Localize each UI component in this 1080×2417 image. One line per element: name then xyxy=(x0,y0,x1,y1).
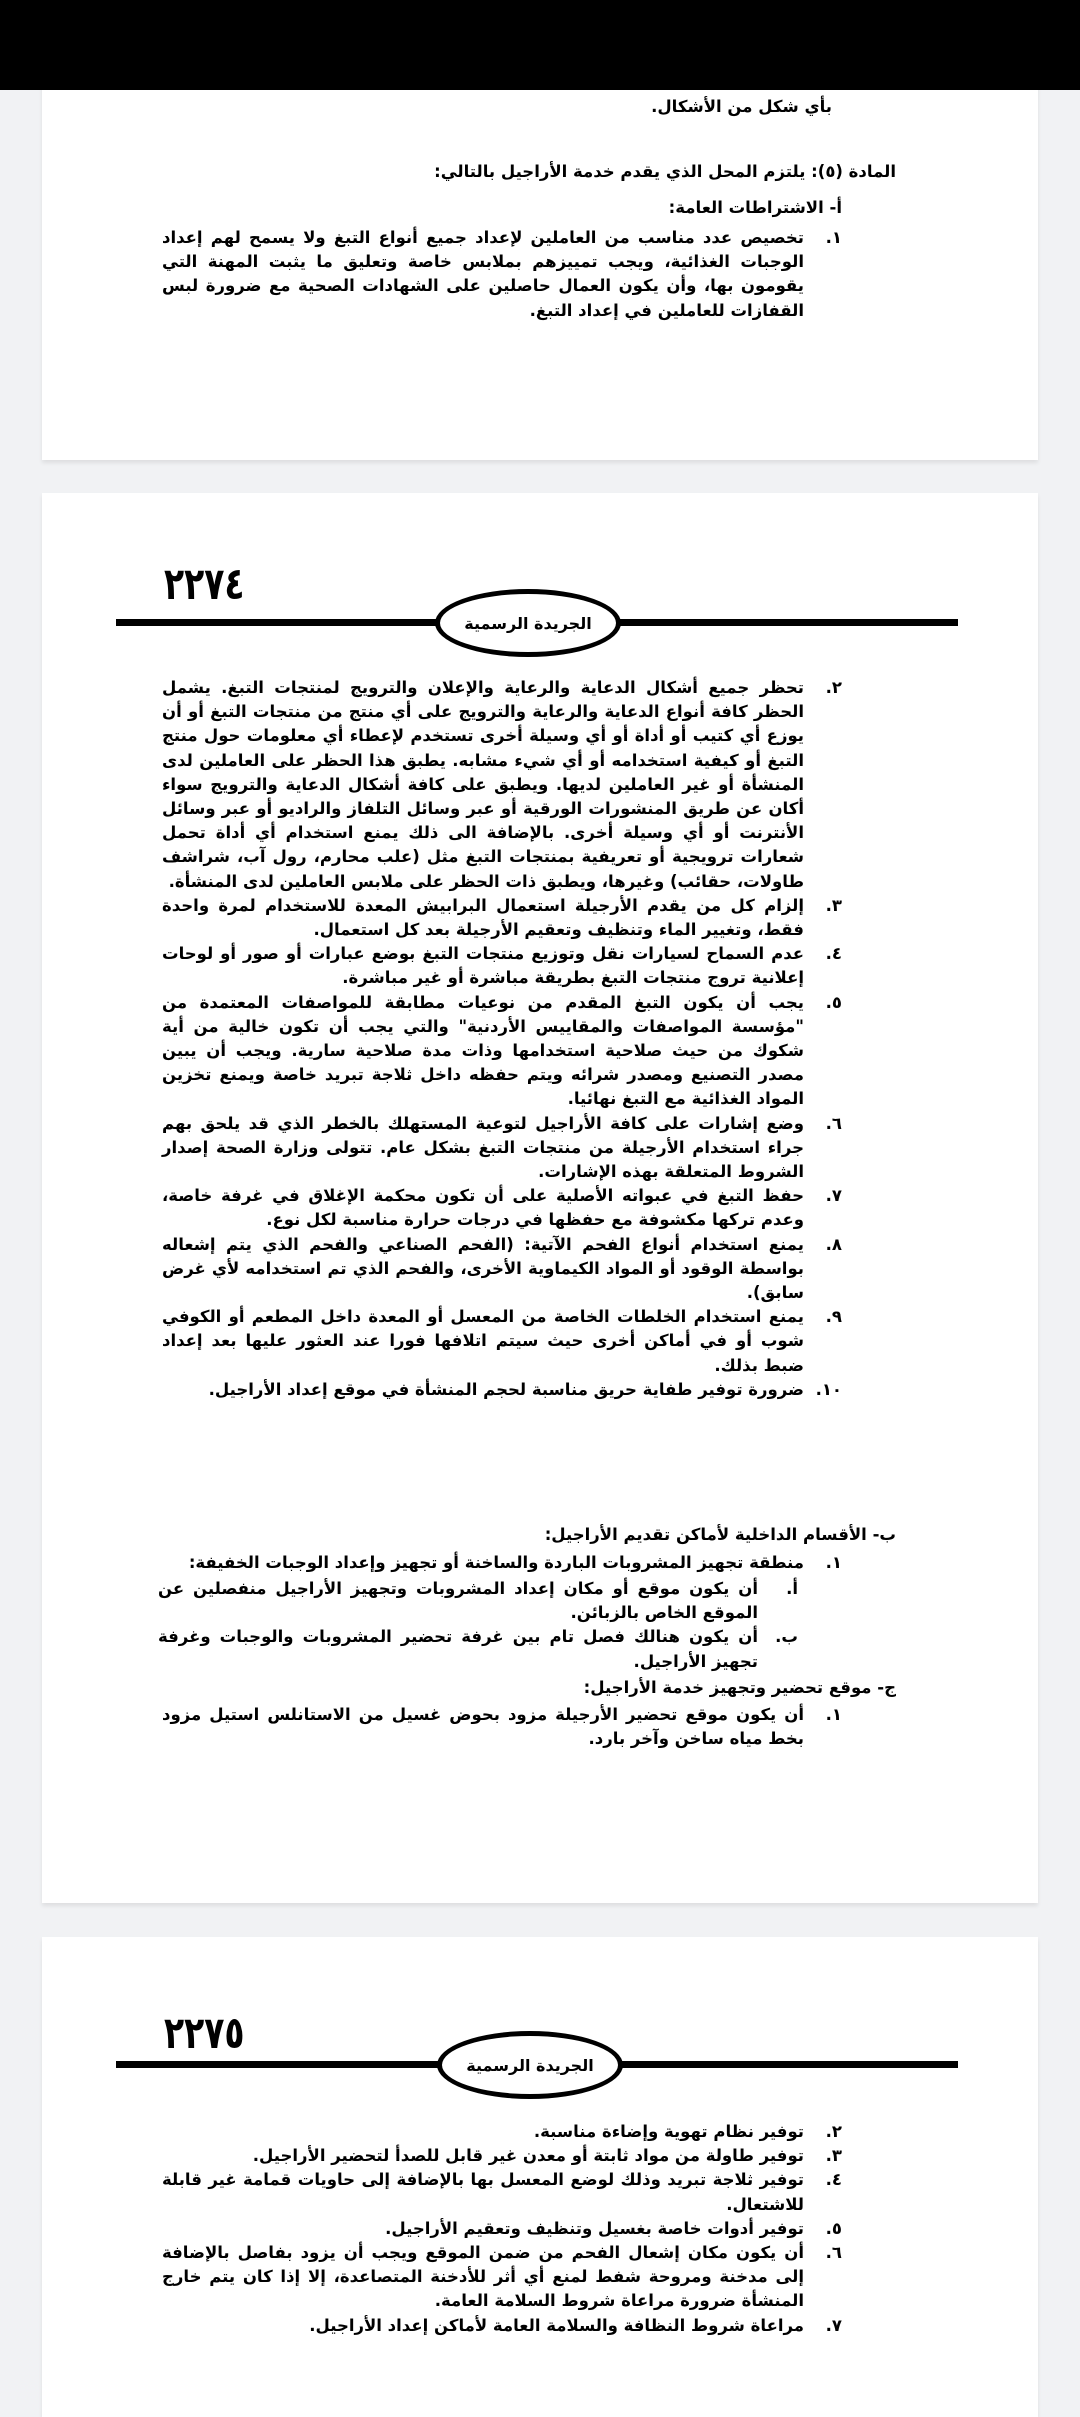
item-text: يمنع استخدام أنواع الفحم الآتية: (الفحم الصناعي والفحم الذي يتم إشعاله بواسطة الوقود أو المواد الكيماوية الأخرى، والفحم الذي تم استخدامه لأي غرض سابق). xyxy=(162,1234,804,1303)
item-number: ١٠. xyxy=(815,1379,842,1399)
item-text: حفظ التبغ في عبواته الأصلية على أن تكون محكمة الإغلاق في غرفة خاصة، وعدم تركها مكشوفة مع حفظها في درجات حرارة مناسبة لكل نوع. xyxy=(162,1186,804,1230)
section-b-heading: ب- الأقسام الداخلية لأماكن تقديم الأراجيل: xyxy=(544,1525,896,1544)
page1-list xyxy=(162,226,842,323)
continuation-text: بأي شكل من الأشكال. xyxy=(651,97,832,116)
item-number: ٥. xyxy=(825,2218,842,2238)
list-item xyxy=(162,226,842,323)
list-item xyxy=(162,1112,842,1185)
item-number: ٣. xyxy=(825,895,842,915)
item-text: توفير نظام تهوية وإضاءة مناسبة. xyxy=(533,2122,804,2141)
item-number: ١. xyxy=(825,228,842,247)
list-item xyxy=(162,1703,842,1751)
item-text: توفير ثلاجة تبريد وذلك لوضع المعسل بها بالإضافة إلى حاويات قمامة غير قابلة للاشتعال. xyxy=(162,2170,804,2214)
section-b-list xyxy=(162,1551,842,1575)
sub-list-item xyxy=(158,1625,798,1673)
section-c-heading: ج- موقع تحضير وتجهيز خدمة الأراجيل: xyxy=(583,1678,896,1697)
item-number: ٨. xyxy=(825,1234,842,1254)
item-text: أن يكون موقع تحضير الأرجيلة مزود بحوض غسيل من الاستانلس استيل مزود بخط مياه ساخن وآخر بارد. xyxy=(162,1705,804,1749)
page-number: ٢٢٧٥ xyxy=(164,2006,245,2059)
status-bar xyxy=(0,0,1080,90)
list-item xyxy=(162,1233,842,1306)
item-number: ١. xyxy=(825,1553,842,1572)
list-item xyxy=(162,2314,842,2338)
sub-list-item xyxy=(158,1577,798,1625)
list-item xyxy=(162,894,842,942)
list-item xyxy=(162,2120,842,2144)
list-item xyxy=(162,676,842,894)
item-text: يجب أن يكون التبغ المقدم من نوعيات مطابقة للمواصفات المعتمدة من "مؤسسة المواصفات والمقاييس الأردنية" والتي يجب أن تكون خالية من أية شكوك من حيث صلاحية استخدامها وذات مدة صلاحية سارية. ويجب أن يبين مصدر التصنيع ومصدر شرائه ويتم حفظه داخل ثلاجة تبريد خاصة ويمنع تخزين المواد الغذائية مع التبغ نهائيا. xyxy=(162,992,804,1109)
item-number: ٥. xyxy=(825,992,842,1012)
section-a-heading: أ- الاشتراطات العامة: xyxy=(668,198,842,217)
item-letter: ب. xyxy=(775,1627,798,1647)
item-text: تحظر جميع أشكال الدعاية والرعاية والإعلان والترويج لمنتجات التبغ. يشمل الحظر كافة أنواع الدعاية والرعاية والترويج على أي منتج من منتجات التبغ أو أن يوزع أي كتيب أو أداة أو أي وسيلة أخرى تستخدم لإعطاء أي معلومات حول منتج التبغ أو كيفية استخدامه أو أي شيء مشابه. يطبق هذا الحظر على العاملين لدى المنشأة أو غير العاملين لديها. ويطبق على كافة أشكال الدعاية والترويج سواء أكان عن طريق المنشورات الورقية أو عبر وسائل التلفاز والراديو أو عبر وسائل الأنترنت أو أي وسيلة أخرى. بالإضافة الى ذلك يمنع استخدام أي أداة تحمل شعارات ترويجية أو تعريفية بمنتجات التبغ مثل (علب محارم، رول آب، شراشف طاولات، حقائب) وغيرها، ويطبق ذات الحظر على ملابس العاملين لدى المنشأة. xyxy=(162,678,804,891)
item-number: ٧. xyxy=(825,2315,842,2335)
item-number: ٤. xyxy=(825,944,842,964)
section-c-list xyxy=(162,1703,842,1751)
item-letter: أ. xyxy=(786,1579,798,1598)
item-number: ٦. xyxy=(825,1113,842,1133)
item-text: إلزام كل من يقدم الأرجيلة استعمال البرابيش المعدة للاستخدام لمرة واحدة فقط، وتغيير الماء وتنظيف وتعقيم الأرجيلة بعد كل استعمال. xyxy=(162,895,804,940)
list-item xyxy=(162,942,842,990)
item-text: توفير طاولة من مواد ثابتة أو معدن غير قابل للصدأ لتحضير الأراجيل. xyxy=(252,2146,804,2166)
item-number: ١. xyxy=(825,1705,842,1724)
list-item xyxy=(162,2168,842,2216)
item-text: عدم السماح لسيارات نقل وتوزيع منتجات التبغ بوضع عبارات أو صور أو لوحات إعلانية تروج منتجات التبغ بطريقة مباشرة أو غير مباشرة. xyxy=(162,944,804,988)
masthead-emblem xyxy=(437,2031,623,2099)
section-b-sublist xyxy=(158,1577,798,1674)
item-text: ضرورة توفير طفاية حريق مناسبة لحجم المنشأة في موقع إعداد الأراجيل. xyxy=(208,1379,804,1399)
item-number: ٧. xyxy=(825,1186,842,1206)
item-text: أن يكون موقع أو مكان إعداد المشروبات وتجهيز الأراجيل منفصلين عن الموقع الخاص بالزبائن. xyxy=(158,1579,758,1623)
masthead-emblem xyxy=(435,589,621,657)
document-page-3 xyxy=(42,1937,1038,2417)
page3-list xyxy=(162,2120,842,2338)
masthead-title: الجريدة الرسمية xyxy=(466,2055,594,2075)
list-item xyxy=(162,1551,842,1575)
item-text: أن يكون مكان إشعال الفحم من ضمن الموقع ويجب أن يزود بفاصل بالإضافة إلى مدخنة ومروحة شفط لمنع أي أثر للأدخنة المتصاعدة، إلا إذا كان يتم خارج المنشأة ضرورة مراعاة شروط السلامة العامة. xyxy=(162,2243,804,2311)
page-number: ٢٢٧٤ xyxy=(164,557,245,610)
page2-list xyxy=(162,676,842,1402)
item-text: توفير أدوات خاصة بغسيل وتنظيف وتعقيم الأراجيل. xyxy=(385,2218,804,2238)
item-text: مراعاة شروط النظافة والسلامة العامة لأماكن إعداد الأراجيل. xyxy=(309,2315,804,2335)
item-text: وضع إشارات على كافة الأراجيل لتوعية المستهلك بالخطر الذي قد يلحق بهم جراء استخدام الأرجيلة من منتجات التبغ بشكل عام. تتولى وزارة الصحة إصدار الشروط المتعلقة بهذه الإشارات. xyxy=(162,1113,804,1182)
document-page-2 xyxy=(42,493,1038,1903)
list-item xyxy=(162,1378,842,1402)
item-text: منطقة تجهيز المشروبات الباردة والساخنة أو تجهيز وإعداد الوجبات الخفيفة: xyxy=(188,1553,804,1572)
masthead-title: الجريدة الرسمية xyxy=(464,613,592,633)
article-heading: المادة (٥): يلتزم المحل الذي يقدم خدمة الأراجيل بالتالي: xyxy=(434,162,896,181)
item-text: أن يكون هنالك فصل تام بين غرفة تحضير المشروبات والوجبات وغرفة تجهيز الأراجيل. xyxy=(158,1627,758,1671)
list-item xyxy=(162,2144,842,2168)
item-number: ٩. xyxy=(825,1307,842,1327)
list-item xyxy=(162,2217,842,2241)
item-text: تخصيص عدد مناسب من العاملين لإعداد جميع أنواع التبغ ولا يسمح لهم إعداد الوجبات الغذائية، ويجب تمييزهم بملابس خاصة وتعليق ما يثبت المهنة التي يقومون بها، وأن يكون العمال حاصلين على الشهادات الصحية مع ضرورة لبس القفازات للعاملين في إعداد التبغ. xyxy=(162,228,804,320)
item-number: ٣. xyxy=(825,2146,842,2166)
item-number: ٢. xyxy=(825,678,842,697)
list-item xyxy=(162,1184,842,1232)
item-text: يمنع استخدام الخلطات الخاصة من المعسل أو المعدة داخل المطعم أو الكوفي شوب أو في أماكن أخرى حيث سيتم اتلافها فورا عند العثور عليها بعد إعداد ضبط بذلك. xyxy=(162,1307,804,1375)
list-item xyxy=(162,991,842,1112)
list-item xyxy=(162,2241,842,2314)
item-number: ٤. xyxy=(825,2170,842,2190)
item-number: ٦. xyxy=(825,2243,842,2263)
list-item xyxy=(162,1305,842,1378)
item-number: ٢. xyxy=(825,2122,842,2141)
